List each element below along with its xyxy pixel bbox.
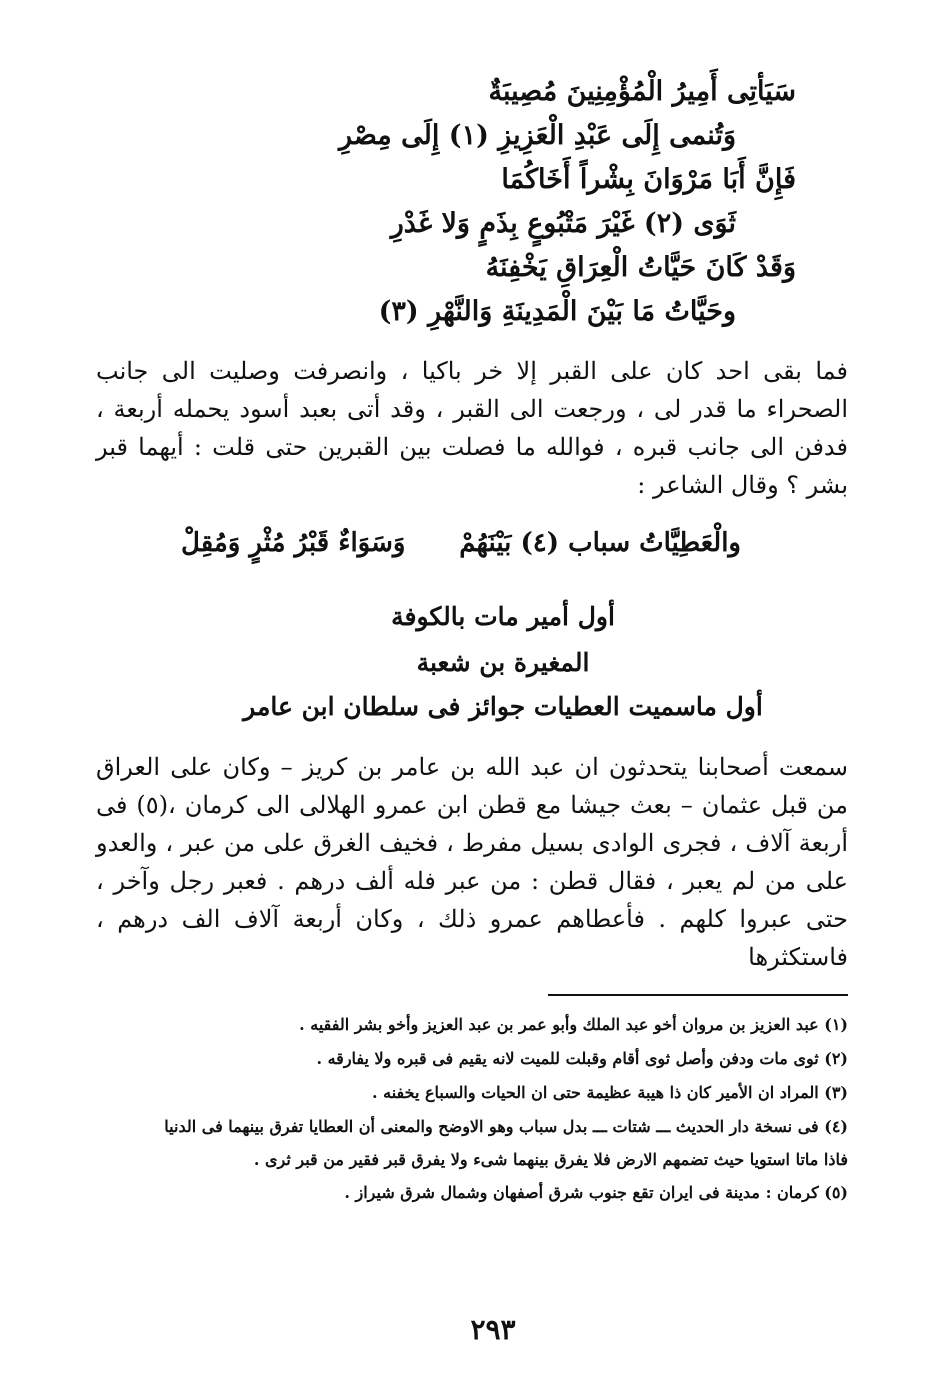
footnote-divider: [548, 994, 848, 996]
footnote: (٣) المراد ان الأمير كان ذا هيبة عظيمة حتى ان الحيات والسباع يخفنه .: [371, 1083, 848, 1102]
footnote: (٢) ثوى مات ودفن وأصل ثوى أقام وقبلت للميت لانه يقيم فى قبره ولا يفارقه .: [316, 1049, 848, 1068]
paragraph-burial: فما بقى احد كان على القبر إلا خر باكيا ، وانصرفت وصليت الى جانب الصحراء ما قدر لى ، ورجعت الى القبر ، وقد أتى بعبد أسود يحمله أربعة ، فدفن الى جانب قبره ، فوالله ما فصلت بين القبرين حتى قلت : أيهما قبر بشر ؟ وقال الشاعر :: [96, 357, 848, 499]
verse-first-hemistich: والْعَطِيَّاتُ سباب (٤) بَيْنَهُمْ: [459, 528, 741, 558]
footnote-continuation: فاذا ماتا استويا حيث تضمهم الارض فلا يفرق بينهما شىء ولا يفرق قبر فقير من قبر ثرى .: [253, 1150, 848, 1169]
poem-verse: سَيَأتِى أَمِيرُ الْمُؤْمِنِينَ مُصِيبَةٌ: [488, 76, 796, 107]
poem-verse: وَقَدْ كَانَ حَيَّاتُ الْعِرَاقِ يَخْفِنَهُ: [485, 252, 796, 283]
poem-verse: وحَيَّاتُ مَا بَيْنَ الْمَدِينَةِ وَالنَّهْرِ (٣): [378, 296, 736, 327]
page-number: ٢٩٣: [470, 1313, 516, 1346]
section-subheading: أول ماسميت العطيات جوائز فى سلطان ابن عامر: [243, 692, 763, 721]
poem-verse: فَإِنَّ أَبَا مَرْوَانَ بِشْراً أَخَاكُمَا: [501, 164, 796, 195]
footnote: (٥) كرمان : مدينة فى ايران تقع جنوب شرق أصفهان وشمال شرق شيراز .: [344, 1183, 848, 1202]
verse-second-hemistich: وَسَوَاءٌ قَبْرُ مُثْرٍ وَمُقِلْ: [181, 528, 406, 558]
poem-verse: وَتُنمى إِلَى عَبْدِ الْعَزِيزِ (١) إِلَى مِصْرِ: [338, 120, 736, 151]
verse-couplet: [181, 528, 741, 558]
poem-verse: ثَوَى (٢) غَيْرَ مَتْبُوعٍ بِذَمٍ وَلا غَدْرِ: [390, 208, 736, 239]
section-heading: أول أمير مات بالكوفة: [391, 602, 615, 631]
section-subheading: المغيرة بن شعبة: [416, 648, 590, 677]
footnote: (٤) فى نسخة دار الحديث ـــ شتات ـــ بدل سباب وهو الاوضح والمعنى أن العطايا تفرق بينهما فى الدنيا: [164, 1117, 848, 1136]
footnote: (١) عبد العزيز بن مروان أخو عبد الملك وأبو عمر بن عبد العزيز وأخو بشر الفقيه .: [299, 1015, 848, 1034]
footnotes: [96, 1008, 848, 1210]
paragraph-kerman: سمعت أصحابنا يتحدثون ان عبد الله بن عامر بن كريز – وكان على العراق من قبل عثمان – بعث جيشا مع قطن ابن عمرو الهلالى الى كرمان ،(٥) فى أربعة آلاف ، فجرى الوادى بسيل مفرط ، فخيف الغرق على من عبر ، والعدو على من لم يعبر ، فقال قطن : من عبر فله ألف درهم . فعبر رجل وآخر ، حتى عبروا كلهم . فأعطاهم عمرو ذلك ، وكان أربعة آلاف الف درهم ، فاستكثرها: [96, 753, 849, 971]
poem-block: [136, 70, 796, 334]
